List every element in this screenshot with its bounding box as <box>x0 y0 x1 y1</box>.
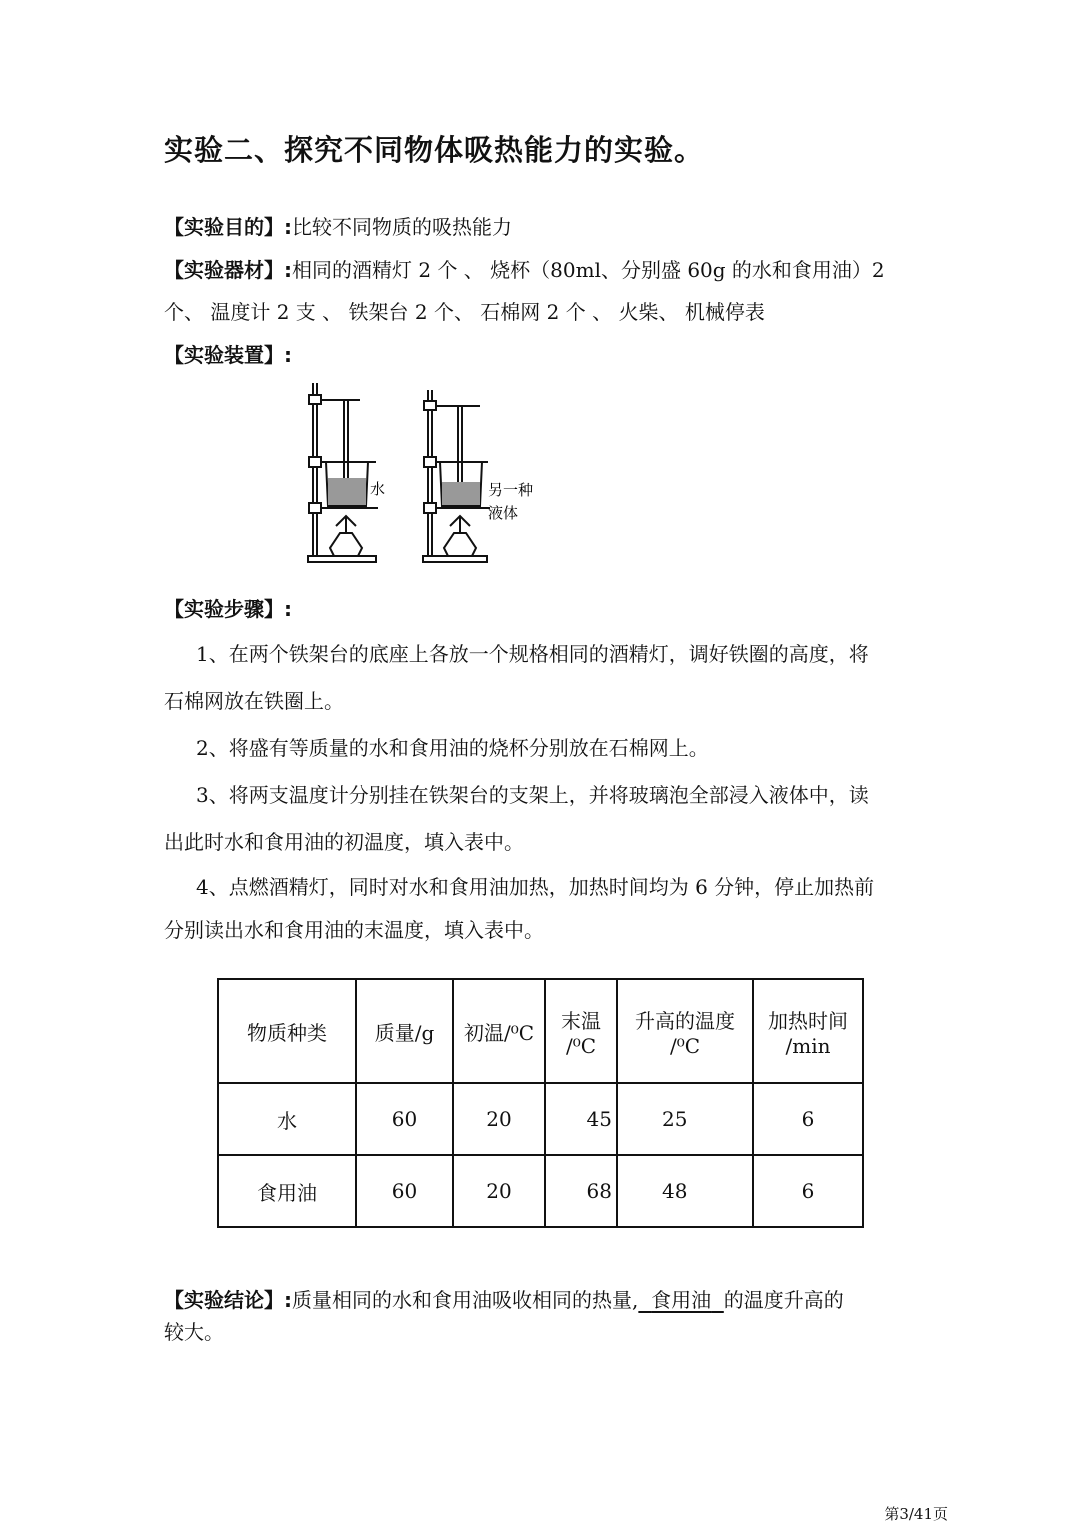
header-time-line-2: /min <box>785 1033 831 1058</box>
apparatus-line <box>164 339 292 368</box>
table-row <box>218 1083 863 1155</box>
row-water-time: 6 <box>753 1083 863 1155</box>
header-final <box>545 979 617 1083</box>
purpose-line <box>164 211 512 240</box>
row-oil-final: 68 <box>545 1155 617 1227</box>
conclusion-line <box>164 1284 844 1313</box>
purpose-text: 比较不同物质的吸热能力 <box>292 215 512 239</box>
other-liquid <box>442 482 480 505</box>
right-stand <box>423 390 490 562</box>
liquid-a-label: 水 <box>370 480 386 498</box>
row-water-initial: 20 <box>453 1083 545 1155</box>
header-final-line-2: /⁰C <box>565 1033 597 1058</box>
step-4-a: 4、点燃酒精灯，同时对水和食用油加热，加热时间均为 6 分钟，停止加热前 <box>196 875 875 899</box>
table-header-row <box>218 979 863 1083</box>
page-number: 第3/41页 <box>884 1505 948 1523</box>
steps-line <box>164 593 292 622</box>
conclusion-label: 【实验结论】: <box>164 1288 292 1312</box>
step-2: 2、将盛有等质量的水和食用油的烧杯分别放在石棉网上。 <box>196 736 709 760</box>
row-oil-substance: 食用油 <box>218 1155 356 1227</box>
row-water-substance: 水 <box>218 1083 356 1155</box>
conclusion-text-a: 质量相同的水和食用油吸收相同的热量, <box>292 1288 639 1312</box>
header-rise <box>617 979 753 1083</box>
step-1-a: 1、在两个铁架台的底座上各放一个规格相同的酒精灯，调好铁圈的高度，将 <box>196 642 869 666</box>
liquid-b-label-2: 液体 <box>488 504 519 522</box>
table-row <box>218 1155 863 1227</box>
row-oil-rise: 48 <box>617 1155 753 1227</box>
row-oil-initial: 20 <box>453 1155 545 1227</box>
row-water-final: 45 <box>545 1083 617 1155</box>
header-time <box>753 979 863 1083</box>
data-table <box>217 978 864 1228</box>
step-1-b: 石棉网放在铁圈上。 <box>164 689 344 713</box>
conclusion-blank <box>638 1288 723 1312</box>
conclusion-blank-text: 食用油 <box>651 1288 712 1312</box>
header-final-line-1: 末温 <box>561 1008 601 1033</box>
materials-line-2: 个、 温度计 2 支 、 铁架台 2 个、 石棉网 2 个 、 火柴、 机械停表 <box>164 300 765 324</box>
apparatus-label: 【实验装置】: <box>164 343 292 367</box>
step-3-b: 出此时水和食用油的初温度，填入表中。 <box>164 830 524 854</box>
header-substance: 物质种类 <box>218 979 356 1083</box>
header-initial: 初温/⁰C <box>453 979 545 1083</box>
water-liquid <box>328 478 366 505</box>
materials-line-1 <box>164 254 885 283</box>
step-4-b: 分别读出水和食用油的末温度，填入表中。 <box>164 918 544 942</box>
left-stand <box>308 383 378 562</box>
conclusion-line-2: 较大。 <box>164 1320 224 1344</box>
materials-label: 【实验器材】: <box>164 258 292 282</box>
header-rise-line-2: /⁰C <box>669 1033 701 1058</box>
row-water-mass: 60 <box>356 1083 453 1155</box>
row-oil-mass: 60 <box>356 1155 453 1227</box>
row-oil-time: 6 <box>753 1155 863 1227</box>
row-water-rise: 25 <box>617 1083 753 1155</box>
materials-text-1: 相同的酒精灯 2 个 、 烧杯（80ml、分别盛 60g 的水和食用油）2 <box>292 258 885 282</box>
header-time-line-1: 加热时间 <box>768 1008 848 1033</box>
step-3-a: 3、将两支温度计分别挂在铁架台的支架上，并将玻璃泡全部浸入液体中，读 <box>196 783 869 807</box>
purpose-label: 【实验目的】: <box>164 215 292 239</box>
steps-label: 【实验步骤】: <box>164 597 292 621</box>
apparatus-diagram <box>300 378 560 573</box>
experiment-title: 实验二、探究不同物体吸热能力的实验。 <box>164 133 705 167</box>
conclusion-text-b: 的温度升高的 <box>723 1288 844 1312</box>
liquid-b-label-1: 另一种 <box>488 481 534 499</box>
header-mass: 质量/g <box>356 979 453 1083</box>
header-rise-line-1: 升高的温度 <box>635 1008 735 1033</box>
